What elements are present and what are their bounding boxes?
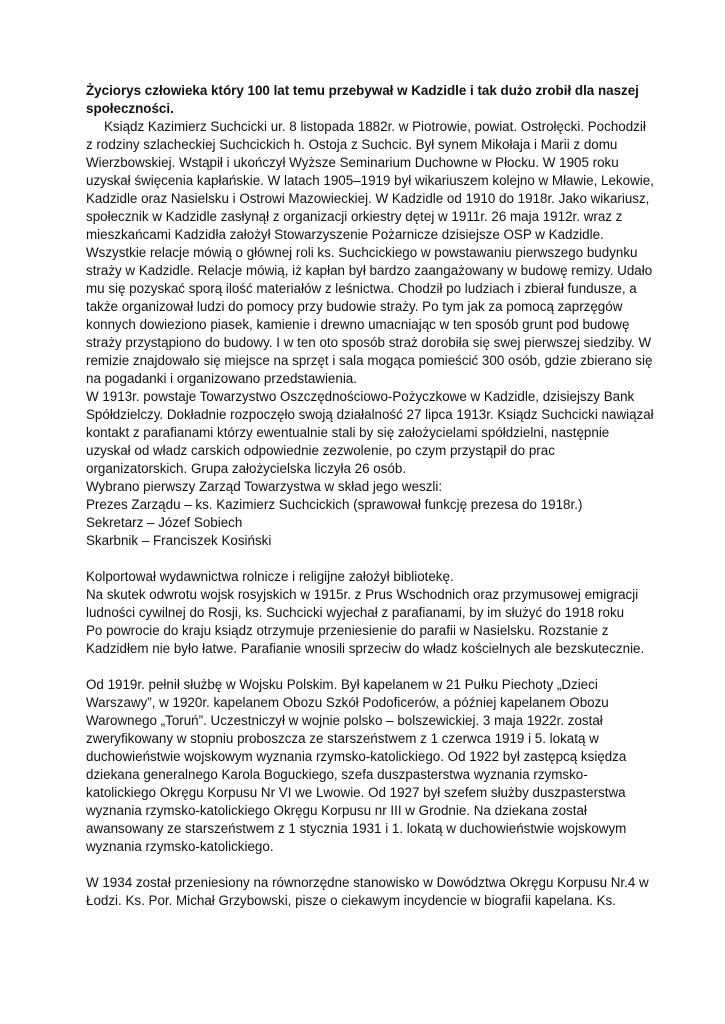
spacer	[86, 856, 655, 874]
spacer	[86, 658, 655, 676]
paragraph-library: Kolportował wydawnictwa rolnicze i religijne założył bibliotekę.	[86, 569, 454, 584]
board-member-secretary: Sekretarz – Józef Sobiech	[86, 515, 243, 530]
paragraph-emigration: Na skutek odwrotu wojsk rosyjskich w 1915r. z Prus Wschodnich oraz przymusowej emigracji ludności cywilnej do Rosji, ks. Suchcicki wyjechał z parafianami, by im służyć do 1918 roku	[86, 587, 639, 620]
paragraph-return: Po powrocie do kraju ksiądz otrzymuje przeniesienie do parafii w Nasielsku. Rozstanie z Kadzidłem nie było łatwe. Parafianie wnosili sprzeciw do władz kościelnych ale bezskutecznie.	[86, 623, 645, 656]
paragraph-biography: Ksiądz Kazimierz Suchcicki ur. 8 listopada 1882r. w Piotrowie, powiat. Ostrołęcki. Pochodził z rodziny szlacheckiej Suchcickich h. Ostoja z Suchcic. Był synem Mikołaja i Marii z domu Wierzbowskiej. Wstąpił i ukończył Wyższe Seminarium Duchowne w Płocku. W 1905 roku uzyskał święcenia kapłańskie. W latach 1905–1919 był wikariuszem kolejno w Mławie, Lekowie, Kadzidle oraz Nasielsku i Ostrowi Mazowieckiej. W Kadzidle od 1910 do 1918r. Jako wikariusz, społecznik w Kadzidle zasłynął z organizacji orkiestry dętej w 1911r. 26 maja 1912r. wraz z mieszkańcami Kadzidła założył Stowarzyszenie Pożarnicze dzisiejsze OSP w Kadzidle. Wszystkie relacje mówią o głównej roli ks. Suchcickiego w powstawaniu pierwszego budynku straży w Kadzidle. Relacje mówią, iż kapłan był bardzo zaangażowany w budowę remizy. Udało mu się pozyskać sporą ilość materiałów z leśnictwa. Chodził po ludziach i zbierał fundusze, a także organizował ludzi do pomocy przy budowie straży. Po tym jak za pomocą zaprzęgów konnych dowieziono piasek, kamienie i drewno umacniając w ten sposób grunt pod budowę straży przystąpiono do budowy. I w ten oto sposób straż dorobiła się swej pierwszej siedziby. W remizie znajdowało się miejsce na sprzęt i sala mogąca pomieścić 300 osób, gdzie zbierano się na pogadanki i organizowano przedstawienia.	[86, 119, 654, 386]
paragraph-lodz: W 1934 został przeniesiony na równorzędne stanowisko w Dowództwa Okręgu Korpusu Nr.4 w Łodzi. Ks. Por. Michał Grzybowski, pisze o ciekawym incydencie w biografii kapelana. Ks.	[86, 875, 649, 908]
document-title: Życiorys człowieka który 100 lat temu przebywał w Kadzidle i tak dużo zrobił dla naszej społeczności.	[86, 83, 639, 116]
paragraph-bank: W 1913r. powstaje Towarzystwo Oszczędnościowo-Pożyczkowe w Kadzidle, dzisiejszy Bank Spółdzielczy. Dokładnie rozpoczęło swoją działalność 27 lipca 1913r. Ksiądz Suchcicki nawiązał kontakt z parafianami którzy ewentualnie stali by się założycielami spółdzielni, następnie uzyskał od władz carskich odpowiednie zezwolenie, po czym przystąpił do prac organizatorskich. Grupa założycielska liczyła 26 osób.	[86, 389, 654, 476]
board-member-treasurer: Skarbnik – Franciszek Kosiński	[86, 533, 272, 548]
spacer	[86, 550, 655, 568]
paragraph-military: Od 1919r. pełnił służbę w Wojsku Polskim. Był kapelanem w 21 Pułku Piechoty „Dzieci Warszawy”, w 1920r. kapelanem Obozu Szkół Podoficerów, a później kapelanem Obozu Warownego „Toruń”. Uczestniczył w wojnie polsko – bolszewickiej. 3 maja 1922r. został zweryfikowany w stopniu proboszcza ze starszeństwem z 1 czerwca 1919 i 5. lokatą w duchowieństwie wojskowym wyznania rzymsko-katolickiego. Od 1922 był zastępcą księdza dziekana generalnego Karola Boguckiego, szefa duszpasterstwa wyznania rzymsko-katolickiego Okręgu Korpusu Nr VI we Lwowie. Od 1927 był szefem służby duszpasterstwa wyznania rzymsko-katolickiego Okręgu Korpusu nr III w Grodnie. Na dziekana został awansowany ze starszeństwem z 1 stycznia 1931 i 1. lokatą w duchowieństwie wojskowym wyznania rzymsko-katolickiego.	[86, 677, 627, 854]
paragraph-board-intro: Wybrano pierwszy Zarząd Towarzystwa w skład jego weszli:	[86, 479, 443, 494]
board-member-president: Prezes Zarządu – ks. Kazimierz Suchcickich (sprawował funkcję prezesa do 1918r.)	[86, 497, 583, 512]
